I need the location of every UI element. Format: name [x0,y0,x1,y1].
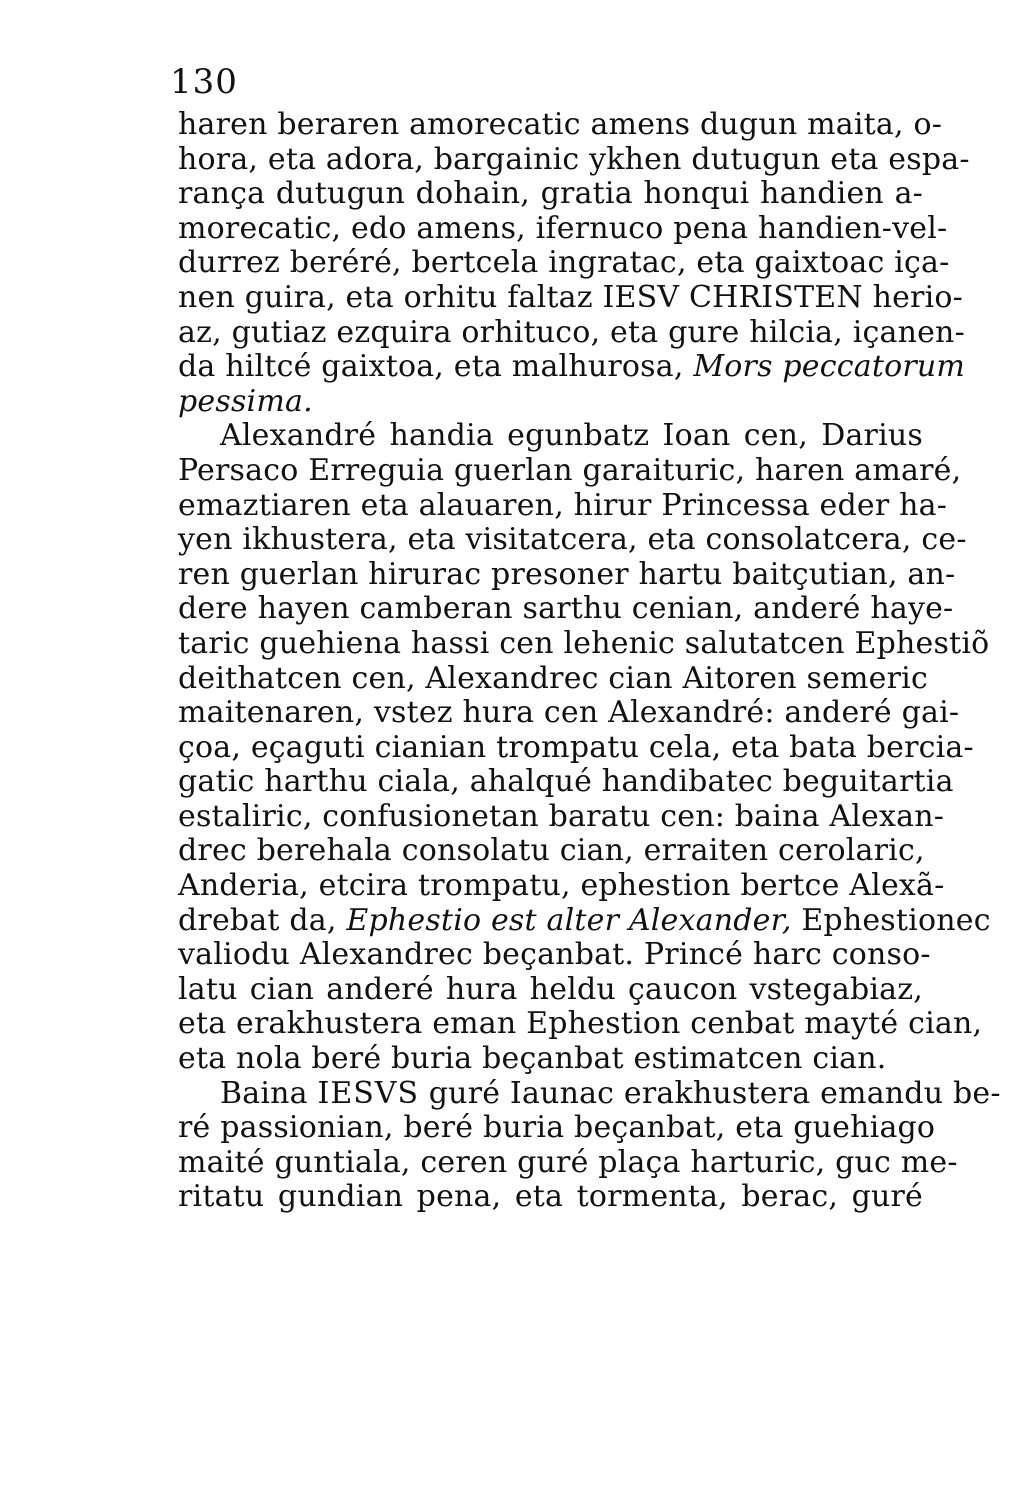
text-line: taric guehiena hassi cen lehenic salutatcen Ephestiõ [178,625,990,661]
text-line: çoa, eçaguti cianian trompatu cela, eta bata bercia- [178,729,974,765]
text-segment: guré Iaunac erakhustera emandu be- [428,1075,1001,1111]
text-segment: Baina [220,1075,308,1111]
text-line: deithatcen cen, Alexandrec cian Aitoren semeric [178,660,928,696]
text-line: maitenaren, vstez hura cen Alexandré: anderé gai- [178,695,960,731]
text-line: maité guntiala, ceren guré plaça harturic, guc me- [178,1144,958,1180]
text-line: estaliric, confusionetan baratu cen: baina Alexan- [178,798,945,834]
text-line [178,1075,1001,1112]
text-segment: da hiltcé gaixtoa, eta malhurosa, [178,349,684,385]
text-line: hora, eta adora, bargainic ykhen dutugun eta espa- [178,141,970,177]
text-line: gatic harthu ciala, ahalqué handibatec beguitartia [178,764,954,800]
text-line [178,902,991,939]
text-line: eta nola beré buria beçanbat estimatcen cian. [178,1041,887,1077]
text-line: yen ikhustera, eta visitatcera, eta consolatcera, ce- [178,522,967,558]
text-line: emaztiaren eta alauaren, hirur Princessa eder ha- [178,487,948,523]
text-line: ren guerlan hirurac presoner hartu baitçutian, an- [178,556,956,592]
text-segment: Ephestionec [801,902,991,938]
text-line: Anderia, etcira trompatu, ephestion bertce Alexã- [178,868,945,904]
text-line: ritatu gundian pena, eta tormenta, berac, guré [178,1179,923,1215]
text-line: haren beraren amorecatic amens dugun maita, o- [178,107,943,142]
text-line: valiodu Alexandrec beçanbat. Princé harc conso- [178,937,931,973]
text-line: latu cian anderé hura heldu çaucon vstegabiaz, [178,971,923,1007]
text-line: ré passionian, beré buria beçanbat, eta guehiago [178,1110,936,1146]
text-line: Persaco Erreguia guerlan garaituric, haren amaré, [178,452,962,488]
text-line: durrez beréré, bertcela ingratac, eta gaixtoac iça- [178,245,950,281]
page-number: 130 [170,62,238,102]
text-line: drec berehala consolatu cian, erraiten cerolaric, [178,833,925,869]
name-smallcaps: IESVS [317,1075,420,1111]
text-line: Alexandré handia egunbatz Ioan cen, Darius [220,418,923,454]
text-line: nen guira, eta orhitu faltaz IESV CHRISTEN herio- [178,279,963,315]
latin-quote: Ephestio est alter Alexander, [346,902,792,938]
text-line: rança dutugun dohain, gratia honqui handien a- [178,176,923,212]
body-text [178,107,1001,1215]
latin-quote: Mors peccatorum [693,349,966,385]
text-line: dere hayen camberan sarthu cenian, anderé haye- [178,591,954,627]
text-line: morecatic, edo amens, ifernuco pena handien-vel- [178,210,948,246]
text-segment: drebat da, [178,902,337,938]
text-line: az, gutiaz ezquira orhituco, eta gure hilcia, içanen- [178,314,965,350]
latin-quote-end: pessima. [178,383,313,419]
text-line [178,349,966,385]
text-line: eta erakhustera eman Ephestion cenbat mayté cian, [178,1006,983,1042]
